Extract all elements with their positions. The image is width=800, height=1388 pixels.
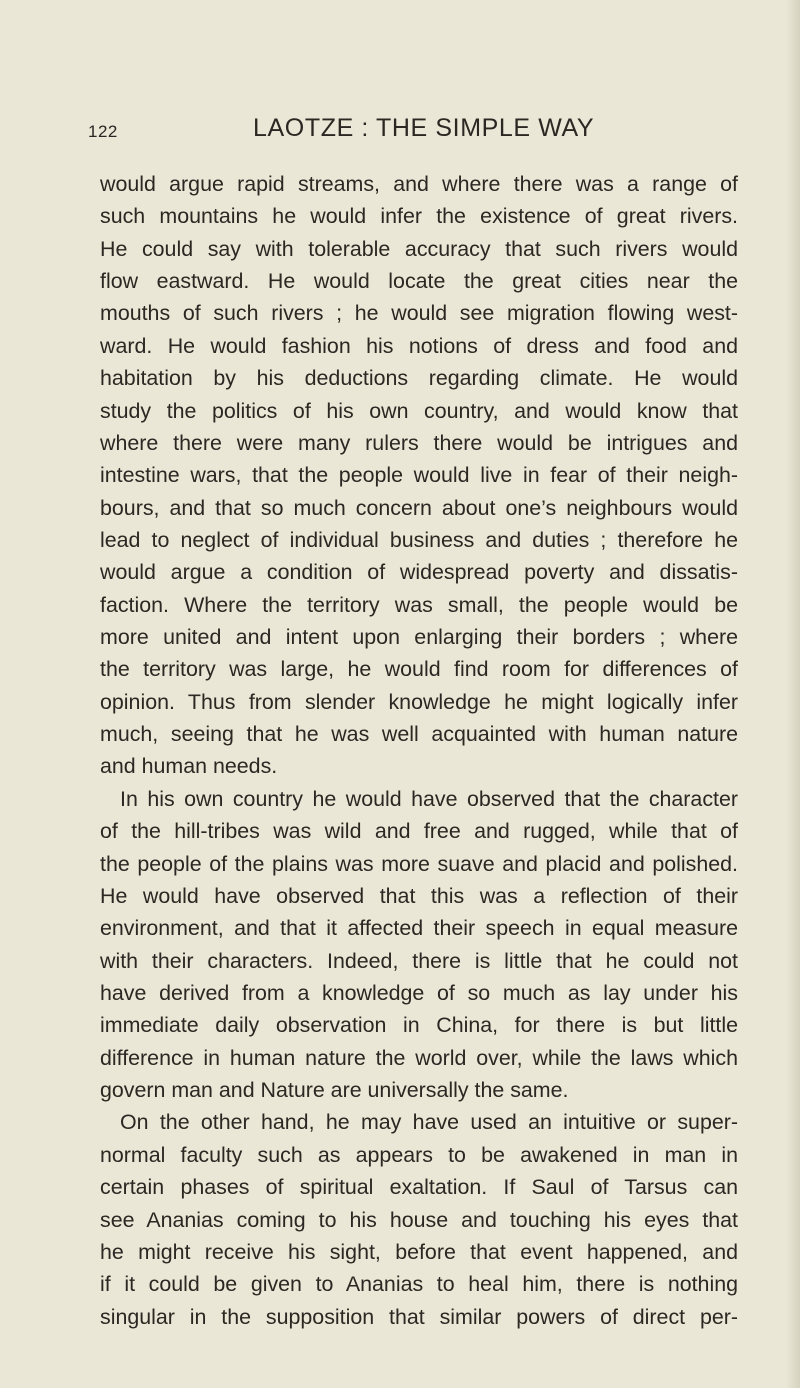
text-line: difference in human nature the world over, while the laws which bbox=[100, 1045, 738, 1070]
body-text bbox=[100, 168, 738, 1333]
text-line: bours, and that so much concern about one’s neighbours would bbox=[100, 495, 738, 520]
text-line: lead to neglect of individual business and duties ; therefore he bbox=[100, 527, 738, 552]
text-line: would argue a condition of widespread poverty and dissatis- bbox=[100, 560, 738, 585]
text-line: see Ananias coming to his house and touching his eyes that bbox=[100, 1207, 738, 1232]
text-line: the territory was large, he would find room for differences of bbox=[100, 657, 738, 682]
text-line: He could say with tolerable accuracy that such rivers would bbox=[100, 236, 738, 261]
text-line: much, seeing that he was well acquainted with human nature bbox=[100, 722, 738, 747]
text-line: more united and intent upon enlarging their borders ; where bbox=[100, 625, 738, 650]
text-line: would argue rapid streams, and where there was a range of bbox=[100, 172, 738, 196]
text-line: govern man and Nature are universally the same. bbox=[100, 1078, 569, 1103]
text-line: the people of the plains was more suave and placid and polished. bbox=[100, 851, 738, 876]
text-line: opinion. Thus from slender knowledge he might logically infer bbox=[100, 689, 738, 714]
text-line: if it could be given to Ananias to heal him, there is nothing bbox=[100, 1272, 738, 1297]
text-line: of the hill-tribes was wild and free and rugged, while that of bbox=[100, 819, 738, 844]
text-line: environment, and that it affected their speech in equal measure bbox=[100, 916, 738, 941]
text-line: study the politics of his own country, and would know that bbox=[100, 398, 738, 423]
text-line: normal faculty such as appears to be awakened in man in bbox=[100, 1142, 738, 1167]
text-line: singular in the supposition that similar powers of direct per- bbox=[100, 1304, 738, 1329]
text-line: certain phases of spiritual exaltation. If Saul of Tarsus can bbox=[100, 1175, 738, 1200]
page-header bbox=[88, 114, 738, 150]
text-line: He would have observed that this was a reflection of their bbox=[100, 883, 738, 908]
text-line: where there were many rulers there would be intrigues and bbox=[100, 430, 738, 455]
text-line: with their characters. Indeed, there is little that he could not bbox=[100, 948, 738, 973]
page-number: 122 bbox=[88, 122, 118, 141]
text-line: have derived from a knowledge of so much as lay under his bbox=[100, 980, 738, 1005]
text-line: flow eastward. He would locate the great cities near the bbox=[100, 269, 738, 294]
text-line: mouths of such rivers ; he would see migration flowing west- bbox=[100, 301, 738, 326]
text-line: intestine wars, that the people would live in fear of their neigh- bbox=[100, 463, 738, 488]
text-line: ward. He would fashion his notions of dress and food and bbox=[100, 333, 738, 358]
text-line: In his own country he would have observed that the character bbox=[120, 786, 738, 811]
text-line: he might receive his sight, before that event happened, and bbox=[100, 1239, 738, 1264]
text-line: and human needs. bbox=[100, 754, 278, 779]
text-line: habitation by his deductions regarding climate. He would bbox=[100, 366, 738, 391]
running-head: LAOTZE : THE SIMPLE WAY bbox=[253, 114, 595, 142]
page-edge-shadow bbox=[786, 0, 800, 1388]
text-line: immediate daily observation in China, for there is but little bbox=[100, 1013, 738, 1038]
text-line: faction. Where the territory was small, the people would be bbox=[100, 592, 738, 617]
text-line: such mountains he would infer the existence of great rivers. bbox=[100, 204, 738, 229]
text-line: On the other hand, he may have used an intuitive or super- bbox=[120, 1110, 738, 1135]
